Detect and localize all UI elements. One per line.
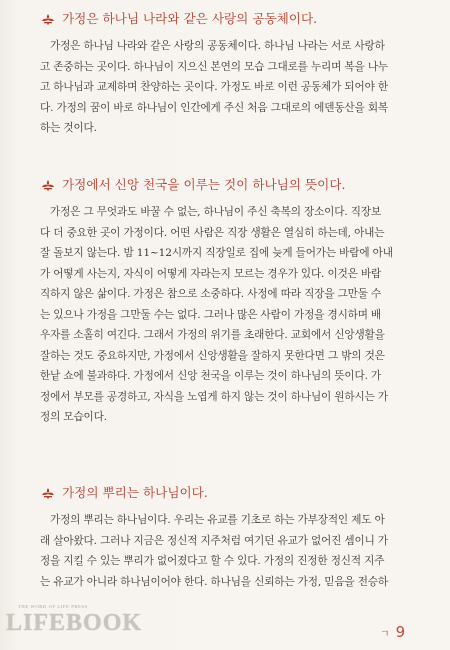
section-faith-heaven [40,176,428,428]
section-paragraph [40,36,428,139]
page-number-value: 9 [395,623,406,641]
paragraph-line: 다. 가정의 꿈이 바로 하나님이 인간에게 주신 처음 그대로의 에덴동산을 회복 [40,101,388,114]
section-heading [40,10,428,28]
paragraph-line: 가정의 뿌리는 하나님이다. 우리는 유교를 기초로 하는 가부장적인 제도 아 [50,514,385,526]
paragraph-line: 고 존중하는 곳이다. 하나님이 지으신 본연의 모습 그대로를 누리며 복을 나누 [40,60,388,73]
section-heading [40,176,428,194]
fleur-ornament-icon [40,487,56,499]
paragraph-line: 우자를 소홀히 여긴다. 그래서 가정의 위기를 초래한다. 교회에서 신앙생활을 [40,329,385,341]
paragraph-line: 다 더 중요한 곳이 가정이다. 어떤 사람은 직장 생활은 열심히 하는데, 아내는 [40,226,385,239]
paragraph-line: 한낱 쇼에 불과하다. 가정에서 신앙 천국을 이루는 것이 하나님의 뜻이다. 가 [40,370,382,382]
logo-subtitle: THE WORD OF LIFE PRESS [18,604,88,609]
section-heading-text: 가정의 뿌리는 하나님이다. [62,485,208,500]
section-community [40,10,428,139]
paragraph-line: 고 하나님과 교제하며 찬양하는 곳이다. 가정도 바로 이런 공동체가 되어야 한 [40,81,388,93]
logo-text: LIFEBOOK [6,610,143,636]
paragraph-line: 래 살아왔다. 그러나 지금은 정신적 지주처럼 여기던 유교가 없어진 셈이니 가 [40,534,388,547]
paragraph-line: 정을 지킬 수 있는 뿌리가 없어졌다고 할 수 있다. 가정의 진정한 정신적 지주 [40,555,385,567]
section-paragraph [40,202,428,428]
paragraph-line: 직하지 않은 삶이다. 가정은 참으로 소중하다. 사정에 따라 직장을 그만둘 수 [40,288,382,300]
paragraph-line: 잘 돌보지 않는다. 밤 11~12시까지 직장일로 집에 늦게 들어가는 바람에 아내 [40,247,393,259]
section-heading-text: 가정에서 신앙 천국을 이루는 것이 하나님의 뜻이다. [62,177,346,192]
fleur-ornament-icon [40,13,56,25]
section-heading [40,484,428,502]
paragraph-line: 는 유교가 아니라 하나님이어야 한다. 하나님을 신뢰하는 가정, 믿음을 전승하 [40,575,388,588]
paragraph-line: 정의 모습이다. [40,411,107,423]
paragraph-line: 정에서 부모를 공경하고, 자식을 노엽게 하지 않는 것이 하나님이 원하시는 가 [40,390,388,403]
lifebook-logo [6,604,143,640]
page-number-mark: ㄱ [380,628,390,640]
paragraph-line: 잘하는 것도 중요하지만, 가정에서 신앙생활을 잘하지 못한다면 그 밖의 것은 [40,349,385,362]
section-heading-text: 가정은 하나님 나라와 같은 사랑의 공동체이다. [62,11,318,26]
fleur-ornament-icon [40,179,56,191]
section-root [40,484,428,592]
page-number [380,622,430,642]
paragraph-line: 가정은 그 무엇과도 바꿀 수 없는, 하나님이 주신 축복의 장소이다. 직장보 [50,206,382,218]
paragraph-line: 하는 것이다. [40,122,97,134]
paragraph-line: 가정은 하나님 나라와 같은 사랑의 공동체이다. 하나님 나라는 서로 사랑하 [50,40,385,52]
section-paragraph [40,510,428,592]
paragraph-line: 는 있으나 가정을 그만둘 수는 없다. 그러나 많은 사람이 가정을 경시하며 배 [40,308,382,321]
paragraph-line: 가 어떻게 사는지, 자식이 어떻게 자라는지 모르는 경우가 있다. 이것은 바람 [40,267,382,280]
